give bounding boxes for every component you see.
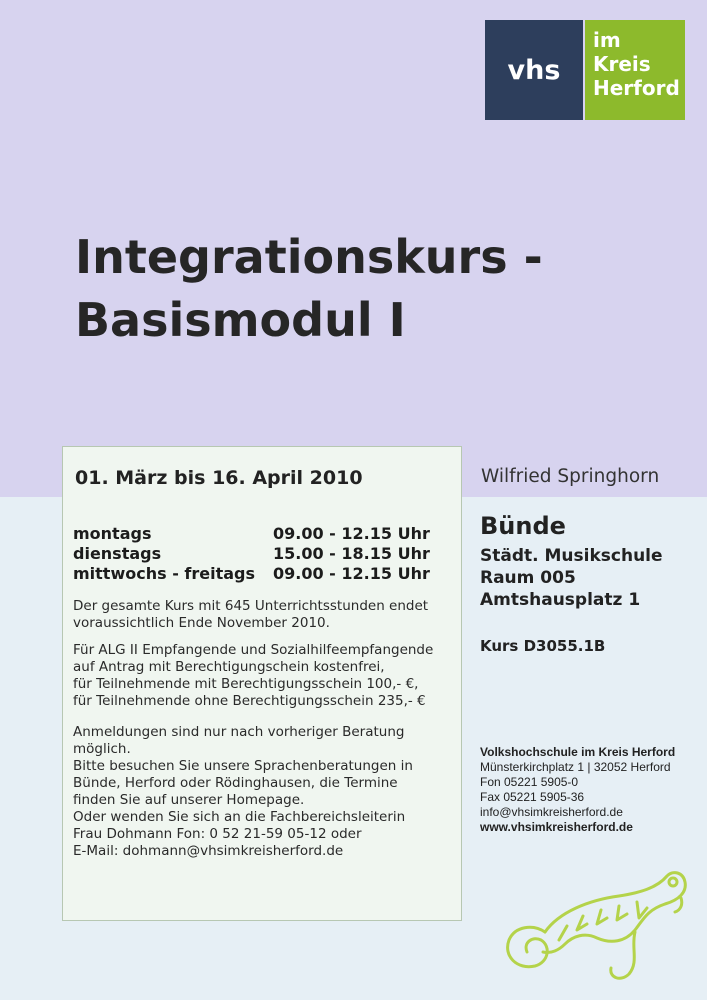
paragraph-line: voraussichtlich Ende November 2010.	[73, 615, 330, 631]
registration-paragraph	[73, 724, 455, 860]
paragraph-line: Frau Dohmann Fon: 0 52 21-59 05-12 oder	[73, 826, 362, 842]
contact-fax: Fax 05221 5905-36	[480, 790, 585, 804]
schedule-day: montags	[73, 524, 152, 543]
chameleon-mascot-icon	[497, 858, 692, 983]
contact-address: Münsterkirchplatz 1 | 32052 Herford	[480, 760, 671, 774]
fees-paragraph	[73, 642, 455, 710]
paragraph-line: auf Antrag mit Berechtigungschein kostenfrei,	[73, 659, 385, 675]
logo-line: im	[593, 28, 621, 52]
schedule-day: mittwochs - freitags	[73, 564, 256, 583]
paragraph-line: für Teilnehmende ohne Berechtigungsschein 235,- €	[73, 693, 426, 709]
title-line: Integrationskurs -	[75, 230, 543, 284]
course-city: Bünde	[480, 512, 566, 540]
schedule-time: 09.00 - 12.15 Uhr	[273, 564, 430, 583]
title-line: Basismodul I	[75, 293, 406, 347]
contact-block	[480, 745, 675, 835]
paragraph-line: finden Sie auf unserer Homepage.	[73, 792, 305, 808]
vhs-logo	[485, 20, 685, 120]
course-info-box	[62, 446, 462, 921]
page-title	[75, 226, 543, 352]
email-line: E-Mail: dohmann@vhsimkreisherford.de	[73, 843, 344, 859]
contact-phone: Fon 05221 5905-0	[480, 775, 579, 789]
schedule-row	[73, 524, 453, 544]
venue-address	[480, 545, 663, 611]
venue-line: Raum 005	[480, 568, 576, 588]
paragraph-line: Der gesamte Kurs mit 645 Unterrichtsstunden endet	[73, 598, 429, 614]
paragraph-line: Bünde, Herford oder Rödinghausen, die Termine	[73, 775, 398, 791]
schedule-row	[73, 564, 453, 584]
logo-line: Kreis	[593, 52, 651, 76]
trainer-name: Wilfried Springhorn	[481, 466, 660, 487]
logo-vhs-text: vhs	[485, 20, 583, 120]
contact-website-link[interactable]: www.vhsimkreisherford.de	[480, 820, 633, 834]
date-range: 01. März bis 16. April 2010	[75, 467, 363, 489]
paragraph-line: Bitte besuchen Sie unsere Sprachenberatungen in	[73, 758, 413, 774]
course-end-paragraph	[73, 598, 455, 632]
venue-line: Städt. Musikschule	[480, 546, 663, 566]
contact-email-link[interactable]: info@vhsimkreisherford.de	[480, 805, 623, 819]
paragraph-line: möglich.	[73, 741, 131, 757]
course-code: Kurs D3055.1B	[480, 637, 606, 655]
venue-line: Amtshausplatz 1	[480, 590, 641, 610]
paragraph-line: Für ALG II Empfangende und Sozialhilfeempfangende	[73, 642, 434, 658]
logo-line: Herford	[593, 76, 680, 100]
paragraph-line: für Teilnehmende mit Berechtigungsschein 100,- €,	[73, 676, 419, 692]
schedule-time: 15.00 - 18.15 Uhr	[273, 544, 430, 563]
logo-region-text	[585, 20, 685, 120]
paragraph-line: Oder wenden Sie sich an die Fachbereichsleiterin	[73, 809, 406, 825]
schedule-time: 09.00 - 12.15 Uhr	[273, 524, 430, 543]
schedule-table	[73, 524, 453, 584]
schedule-day: dienstags	[73, 544, 162, 563]
schedule-row	[73, 544, 453, 564]
paragraph-line: Anmeldungen sind nur nach vorheriger Beratung	[73, 724, 405, 740]
contact-org: Volkshochschule im Kreis Herford	[480, 745, 676, 759]
